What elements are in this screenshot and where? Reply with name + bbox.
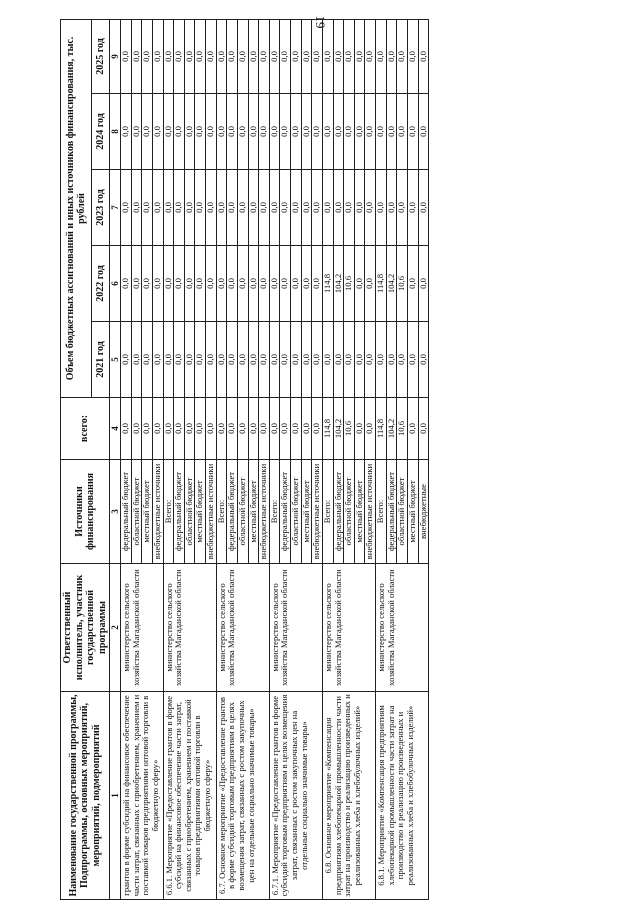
value-cell: 0,0 bbox=[333, 19, 344, 93]
value-cell: 0,0 bbox=[216, 19, 227, 93]
value-cell: 0,0 bbox=[121, 246, 132, 322]
value-cell: 0,0 bbox=[312, 170, 323, 246]
value-cell: 0,0 bbox=[312, 322, 323, 398]
value-cell: 0,0 bbox=[386, 322, 397, 398]
value-cell: 0,0 bbox=[142, 94, 153, 170]
value-cell: 10,6 bbox=[344, 398, 355, 460]
value-cell: 0,0 bbox=[386, 170, 397, 246]
value-cell: 0,0 bbox=[163, 19, 174, 93]
value-cell: 0,0 bbox=[322, 94, 333, 170]
value-cell: 0,0 bbox=[152, 19, 163, 93]
value-cell: 0,0 bbox=[142, 398, 153, 460]
value-cell: 0,0 bbox=[344, 94, 355, 170]
value-cell: 0,0 bbox=[365, 398, 376, 460]
source-cell: областной бюджет bbox=[344, 460, 355, 564]
value-cell: 0,0 bbox=[237, 322, 248, 398]
value-cell: 0,0 bbox=[121, 170, 132, 246]
value-cell: 0,0 bbox=[248, 246, 259, 322]
header-year-2025: 2025 год bbox=[92, 19, 110, 93]
value-cell: 0,0 bbox=[397, 19, 408, 93]
value-cell: 0,0 bbox=[174, 398, 185, 460]
value-cell: 0,0 bbox=[131, 19, 142, 93]
value-cell: 0,0 bbox=[365, 246, 376, 322]
source-cell: Всего: bbox=[163, 460, 174, 564]
program-name-cell: 6.7. Основное мероприятие «Предоставление грантов в форме субсидий торговым предприятиям в целях возмещения затрат, связанных с ростом закупочных цен на отдельные социально значимые товары» bbox=[216, 692, 269, 900]
value-cell: 0,0 bbox=[216, 170, 227, 246]
value-cell: 0,0 bbox=[142, 246, 153, 322]
value-cell: 0,0 bbox=[259, 322, 270, 398]
source-cell: внебюджетные источники bbox=[312, 460, 323, 564]
value-cell: 0,0 bbox=[344, 170, 355, 246]
value-cell: 0,0 bbox=[397, 170, 408, 246]
source-cell: местный бюджет bbox=[354, 460, 365, 564]
value-cell: 114,8 bbox=[376, 398, 387, 460]
table-row bbox=[376, 19, 387, 899]
value-cell: 104,2 bbox=[333, 246, 344, 322]
value-cell: 0,0 bbox=[131, 246, 142, 322]
value-cell: 0,0 bbox=[184, 170, 195, 246]
index-cell: 3 bbox=[110, 460, 121, 564]
value-cell: 0,0 bbox=[280, 19, 291, 93]
value-cell: 104,2 bbox=[333, 398, 344, 460]
source-cell: областной бюджет bbox=[397, 460, 408, 564]
source-cell: внебюджетные источники bbox=[152, 460, 163, 564]
source-cell: внебюджетные bbox=[418, 460, 429, 564]
header-year-2024: 2024 год bbox=[92, 94, 110, 170]
value-cell: 0,0 bbox=[131, 398, 142, 460]
table-row bbox=[216, 19, 227, 899]
value-cell: 104,2 bbox=[386, 398, 397, 460]
value-cell: 0,0 bbox=[301, 322, 312, 398]
value-cell: 0,0 bbox=[152, 94, 163, 170]
value-cell: 0,0 bbox=[142, 322, 153, 398]
value-cell: 0,0 bbox=[312, 19, 323, 93]
value-cell: 0,0 bbox=[354, 170, 365, 246]
value-cell: 0,0 bbox=[195, 398, 206, 460]
value-cell: 0,0 bbox=[376, 19, 387, 93]
value-cell: 0,0 bbox=[195, 94, 206, 170]
value-cell: 0,0 bbox=[227, 322, 238, 398]
value-cell: 0,0 bbox=[365, 19, 376, 93]
value-cell: 0,0 bbox=[152, 398, 163, 460]
source-cell: Всего: bbox=[216, 460, 227, 564]
value-cell: 0,0 bbox=[269, 246, 280, 322]
value-cell: 0,0 bbox=[376, 322, 387, 398]
value-cell: 0,0 bbox=[354, 19, 365, 93]
value-cell: 10,6 bbox=[397, 246, 408, 322]
value-cell: 0,0 bbox=[216, 246, 227, 322]
value-cell: 0,0 bbox=[291, 398, 302, 460]
table-row bbox=[269, 19, 280, 899]
value-cell: 0,0 bbox=[237, 170, 248, 246]
value-cell: 0,0 bbox=[301, 94, 312, 170]
value-cell: 0,0 bbox=[280, 170, 291, 246]
value-cell: 0,0 bbox=[227, 19, 238, 93]
value-cell: 0,0 bbox=[344, 322, 355, 398]
value-cell: 0,0 bbox=[248, 19, 259, 93]
source-cell: местный бюджет bbox=[301, 460, 312, 564]
value-cell: 0,0 bbox=[174, 246, 185, 322]
value-cell: 10,6 bbox=[344, 246, 355, 322]
value-cell: 0,0 bbox=[376, 94, 387, 170]
value-cell: 0,0 bbox=[206, 170, 217, 246]
value-cell: 0,0 bbox=[248, 398, 259, 460]
value-cell: 0,0 bbox=[333, 94, 344, 170]
program-name-cell: 6.8. Основное мероприятие «Компенсация предприятиям хлебопекарной промышленности части затрат на производство и реализацию произведенных и реализованных хлеба и хлебобулочных изделий» bbox=[322, 692, 375, 900]
value-cell: 0,0 bbox=[333, 170, 344, 246]
value-cell: 0,0 bbox=[248, 94, 259, 170]
value-cell: 0,0 bbox=[418, 170, 429, 246]
value-cell: 114,8 bbox=[322, 246, 333, 322]
value-cell: 0,0 bbox=[259, 246, 270, 322]
value-cell: 0,0 bbox=[301, 398, 312, 460]
value-cell: 0,0 bbox=[259, 19, 270, 93]
header-year-2021: 2021 год bbox=[92, 322, 110, 398]
value-cell: 0,0 bbox=[322, 19, 333, 93]
value-cell: 0,0 bbox=[312, 246, 323, 322]
value-cell: 0,0 bbox=[291, 246, 302, 322]
value-cell: 0,0 bbox=[206, 322, 217, 398]
value-cell: 0,0 bbox=[174, 19, 185, 93]
value-cell: 0,0 bbox=[407, 170, 418, 246]
value-cell: 0,0 bbox=[152, 170, 163, 246]
header-year-2022: 2022 год bbox=[92, 246, 110, 322]
value-cell: 0,0 bbox=[386, 19, 397, 93]
value-cell: 10,6 bbox=[397, 398, 408, 460]
value-cell: 0,0 bbox=[184, 398, 195, 460]
value-cell: 0,0 bbox=[407, 19, 418, 93]
source-cell: федеральный бюджет bbox=[386, 460, 397, 564]
value-cell: 0,0 bbox=[163, 94, 174, 170]
value-cell: 0,0 bbox=[397, 94, 408, 170]
value-cell: 0,0 bbox=[184, 322, 195, 398]
value-cell: 0,0 bbox=[206, 94, 217, 170]
value-cell: 0,0 bbox=[174, 170, 185, 246]
source-cell: федеральный бюджет bbox=[227, 460, 238, 564]
header-budget-group: Объем бюджетных ассигнований и иных источников финансирования, тыс. рублей bbox=[61, 19, 92, 397]
source-cell: Всего: bbox=[376, 460, 387, 564]
source-cell: местный бюджет bbox=[248, 460, 259, 564]
value-cell: 0,0 bbox=[131, 94, 142, 170]
index-cell: 2 bbox=[110, 564, 121, 692]
source-cell: областной бюджет bbox=[237, 460, 248, 564]
responsible-cell: министерство сельского хозяйства Магаданской области bbox=[376, 564, 429, 692]
value-cell: 0,0 bbox=[259, 94, 270, 170]
value-cell: 0,0 bbox=[184, 19, 195, 93]
responsible-cell: министерство сельского хозяйства Магаданской области bbox=[269, 564, 322, 692]
value-cell: 0,0 bbox=[407, 322, 418, 398]
source-cell: местный бюджет bbox=[142, 460, 153, 564]
header-total: всего: bbox=[61, 398, 110, 460]
value-cell: 0,0 bbox=[418, 246, 429, 322]
value-cell: 0,0 bbox=[312, 398, 323, 460]
value-cell: 0,0 bbox=[280, 322, 291, 398]
source-cell: местный бюджет bbox=[407, 460, 418, 564]
header-program-name: Наименование государственной программы, Подпрограммы, основных мероприятий, мероприятий, подмероприятий bbox=[61, 692, 110, 900]
value-cell: 0,0 bbox=[152, 246, 163, 322]
program-name-cell: 6.7.1. Мероприятие «Предоставление грантов в форме субсидий торговым предприятиям в целях возмещения затрат, связанных с ростом закупочных цен на отдельные социально значимые товары» bbox=[269, 692, 322, 900]
value-cell: 0,0 bbox=[418, 19, 429, 93]
value-cell: 0,0 bbox=[237, 19, 248, 93]
value-cell: 0,0 bbox=[248, 170, 259, 246]
value-cell: 0,0 bbox=[237, 246, 248, 322]
value-cell: 0,0 bbox=[301, 19, 312, 93]
value-cell: 0,0 bbox=[237, 398, 248, 460]
value-cell: 0,0 bbox=[269, 322, 280, 398]
header-index-row bbox=[110, 19, 121, 899]
value-cell: 0,0 bbox=[301, 170, 312, 246]
value-cell: 0,0 bbox=[216, 94, 227, 170]
source-cell: федеральный бюджет bbox=[280, 460, 291, 564]
value-cell: 0,0 bbox=[227, 170, 238, 246]
index-cell: 4 bbox=[110, 398, 121, 460]
index-cell: 1 bbox=[110, 692, 121, 900]
responsible-cell: министерство сельского хозяйства Магаданской области bbox=[163, 564, 216, 692]
value-cell: 0,0 bbox=[121, 94, 132, 170]
source-cell: Всего: bbox=[269, 460, 280, 564]
value-cell: 0,0 bbox=[163, 170, 174, 246]
index-cell: 7 bbox=[110, 170, 121, 246]
value-cell: 0,0 bbox=[280, 94, 291, 170]
value-cell: 0,0 bbox=[174, 94, 185, 170]
value-cell: 0,0 bbox=[407, 398, 418, 460]
value-cell: 0,0 bbox=[397, 322, 408, 398]
value-cell: 0,0 bbox=[407, 246, 418, 322]
value-cell: 0,0 bbox=[301, 246, 312, 322]
value-cell: 0,0 bbox=[121, 398, 132, 460]
value-cell: 0,0 bbox=[259, 170, 270, 246]
value-cell: 0,0 bbox=[248, 322, 259, 398]
value-cell: 0,0 bbox=[354, 246, 365, 322]
value-cell: 0,0 bbox=[206, 246, 217, 322]
source-cell: областной бюджет bbox=[131, 460, 142, 564]
header-row-1 bbox=[61, 19, 92, 899]
header-year-2023: 2023 год bbox=[92, 170, 110, 246]
value-cell: 0,0 bbox=[152, 322, 163, 398]
value-cell: 0,0 bbox=[291, 19, 302, 93]
value-cell: 0,0 bbox=[237, 94, 248, 170]
value-cell: 0,0 bbox=[291, 170, 302, 246]
table-row bbox=[322, 19, 333, 899]
value-cell: 0,0 bbox=[407, 94, 418, 170]
value-cell: 0,0 bbox=[206, 398, 217, 460]
source-cell: внебюджетные источники bbox=[259, 460, 270, 564]
value-cell: 0,0 bbox=[174, 322, 185, 398]
source-cell: федеральный бюджет bbox=[174, 460, 185, 564]
value-cell: 0,0 bbox=[354, 94, 365, 170]
value-cell: 114,8 bbox=[376, 246, 387, 322]
value-cell: 0,0 bbox=[184, 94, 195, 170]
program-name-cell: 6.8.1. Мероприятие «Компенсация предприятиям хлебопекарной промышленности части затрат на производство и реализацию произведенных и реализованных хлеба и хлебобулочных изделий» bbox=[376, 692, 429, 900]
value-cell: 0,0 bbox=[322, 170, 333, 246]
table-row bbox=[121, 19, 132, 899]
value-cell: 0,0 bbox=[195, 19, 206, 93]
program-name-cell: 6.6.1. Мероприятие «Предоставление грантов в форме субсидий на финансовое обеспечение части затрат, связанных с приобретением, хранением и поставкой товаров предприятиями оптовой торговли в бюджетную сферу» bbox=[163, 692, 216, 900]
value-cell: 0,0 bbox=[365, 322, 376, 398]
value-cell: 0,0 bbox=[195, 170, 206, 246]
value-cell: 0,0 bbox=[269, 398, 280, 460]
rotated-table-wrapper bbox=[60, 20, 620, 900]
index-cell: 8 bbox=[110, 94, 121, 170]
source-cell: внебюджетные источники bbox=[206, 460, 217, 564]
index-cell: 9 bbox=[110, 19, 121, 93]
index-cell: 5 bbox=[110, 322, 121, 398]
value-cell: 0,0 bbox=[269, 94, 280, 170]
value-cell: 0,0 bbox=[131, 322, 142, 398]
source-cell: областной бюджет bbox=[291, 460, 302, 564]
value-cell: 0,0 bbox=[365, 94, 376, 170]
value-cell: 0,0 bbox=[163, 246, 174, 322]
value-cell: 0,0 bbox=[163, 398, 174, 460]
value-cell: 0,0 bbox=[418, 94, 429, 170]
index-cell: 6 bbox=[110, 246, 121, 322]
page-number: 19 bbox=[313, 15, 328, 29]
value-cell: 0,0 bbox=[386, 94, 397, 170]
value-cell: 0,0 bbox=[121, 322, 132, 398]
value-cell: 0,0 bbox=[365, 170, 376, 246]
value-cell: 0,0 bbox=[121, 19, 132, 93]
value-cell: 0,0 bbox=[354, 322, 365, 398]
value-cell: 0,0 bbox=[418, 398, 429, 460]
value-cell: 0,0 bbox=[142, 19, 153, 93]
value-cell: 0,0 bbox=[227, 398, 238, 460]
header-sources: Источники финансирования bbox=[61, 460, 110, 564]
source-cell: федеральный бюджет bbox=[121, 460, 132, 564]
value-cell: 0,0 bbox=[216, 322, 227, 398]
value-cell: 0,0 bbox=[280, 398, 291, 460]
value-cell: 0,0 bbox=[312, 94, 323, 170]
value-cell: 0,0 bbox=[418, 322, 429, 398]
value-cell: 0,0 bbox=[269, 170, 280, 246]
value-cell: 104,2 bbox=[386, 246, 397, 322]
value-cell: 0,0 bbox=[163, 322, 174, 398]
header-responsible: Ответственный исполнитель, участник государственной программы bbox=[61, 564, 110, 692]
value-cell: 0,0 bbox=[216, 398, 227, 460]
source-cell: областной бюджет bbox=[184, 460, 195, 564]
program-name-cell: грантов в форме субсидий на финансовое обеспечение части затрат, связанных с приобретением, хранением и поставкой товаров предприятиями оптовой торговли в бюджетную сферу» bbox=[121, 692, 164, 900]
value-cell: 0,0 bbox=[333, 322, 344, 398]
value-cell: 0,0 bbox=[259, 398, 270, 460]
value-cell: 0,0 bbox=[280, 246, 291, 322]
responsible-cell: министерство сельского хозяйства Магаданской области bbox=[322, 564, 375, 692]
table-row bbox=[163, 19, 174, 899]
value-cell: 0,0 bbox=[269, 19, 280, 93]
value-cell: 0,0 bbox=[291, 94, 302, 170]
source-cell: федеральный бюджет bbox=[333, 460, 344, 564]
budget-table bbox=[60, 19, 429, 900]
source-cell: Всего: bbox=[322, 460, 333, 564]
responsible-cell: министерство сельского хозяйства Магаданской области bbox=[121, 564, 164, 692]
value-cell: 0,0 bbox=[354, 398, 365, 460]
value-cell: 0,0 bbox=[131, 170, 142, 246]
value-cell: 0,0 bbox=[195, 246, 206, 322]
value-cell: 114,8 bbox=[322, 398, 333, 460]
value-cell: 0,0 bbox=[142, 170, 153, 246]
source-cell: местный бюджет bbox=[195, 460, 206, 564]
value-cell: 0,0 bbox=[322, 322, 333, 398]
value-cell: 0,0 bbox=[227, 246, 238, 322]
table-body bbox=[121, 19, 429, 899]
value-cell: 0,0 bbox=[184, 246, 195, 322]
value-cell: 0,0 bbox=[344, 19, 355, 93]
source-cell: внебюджетные источники bbox=[365, 460, 376, 564]
value-cell: 0,0 bbox=[227, 94, 238, 170]
value-cell: 0,0 bbox=[376, 170, 387, 246]
responsible-cell: министерство сельского хозяйства Магаданской области bbox=[216, 564, 269, 692]
value-cell: 0,0 bbox=[206, 19, 217, 93]
value-cell: 0,0 bbox=[195, 322, 206, 398]
value-cell: 0,0 bbox=[291, 322, 302, 398]
